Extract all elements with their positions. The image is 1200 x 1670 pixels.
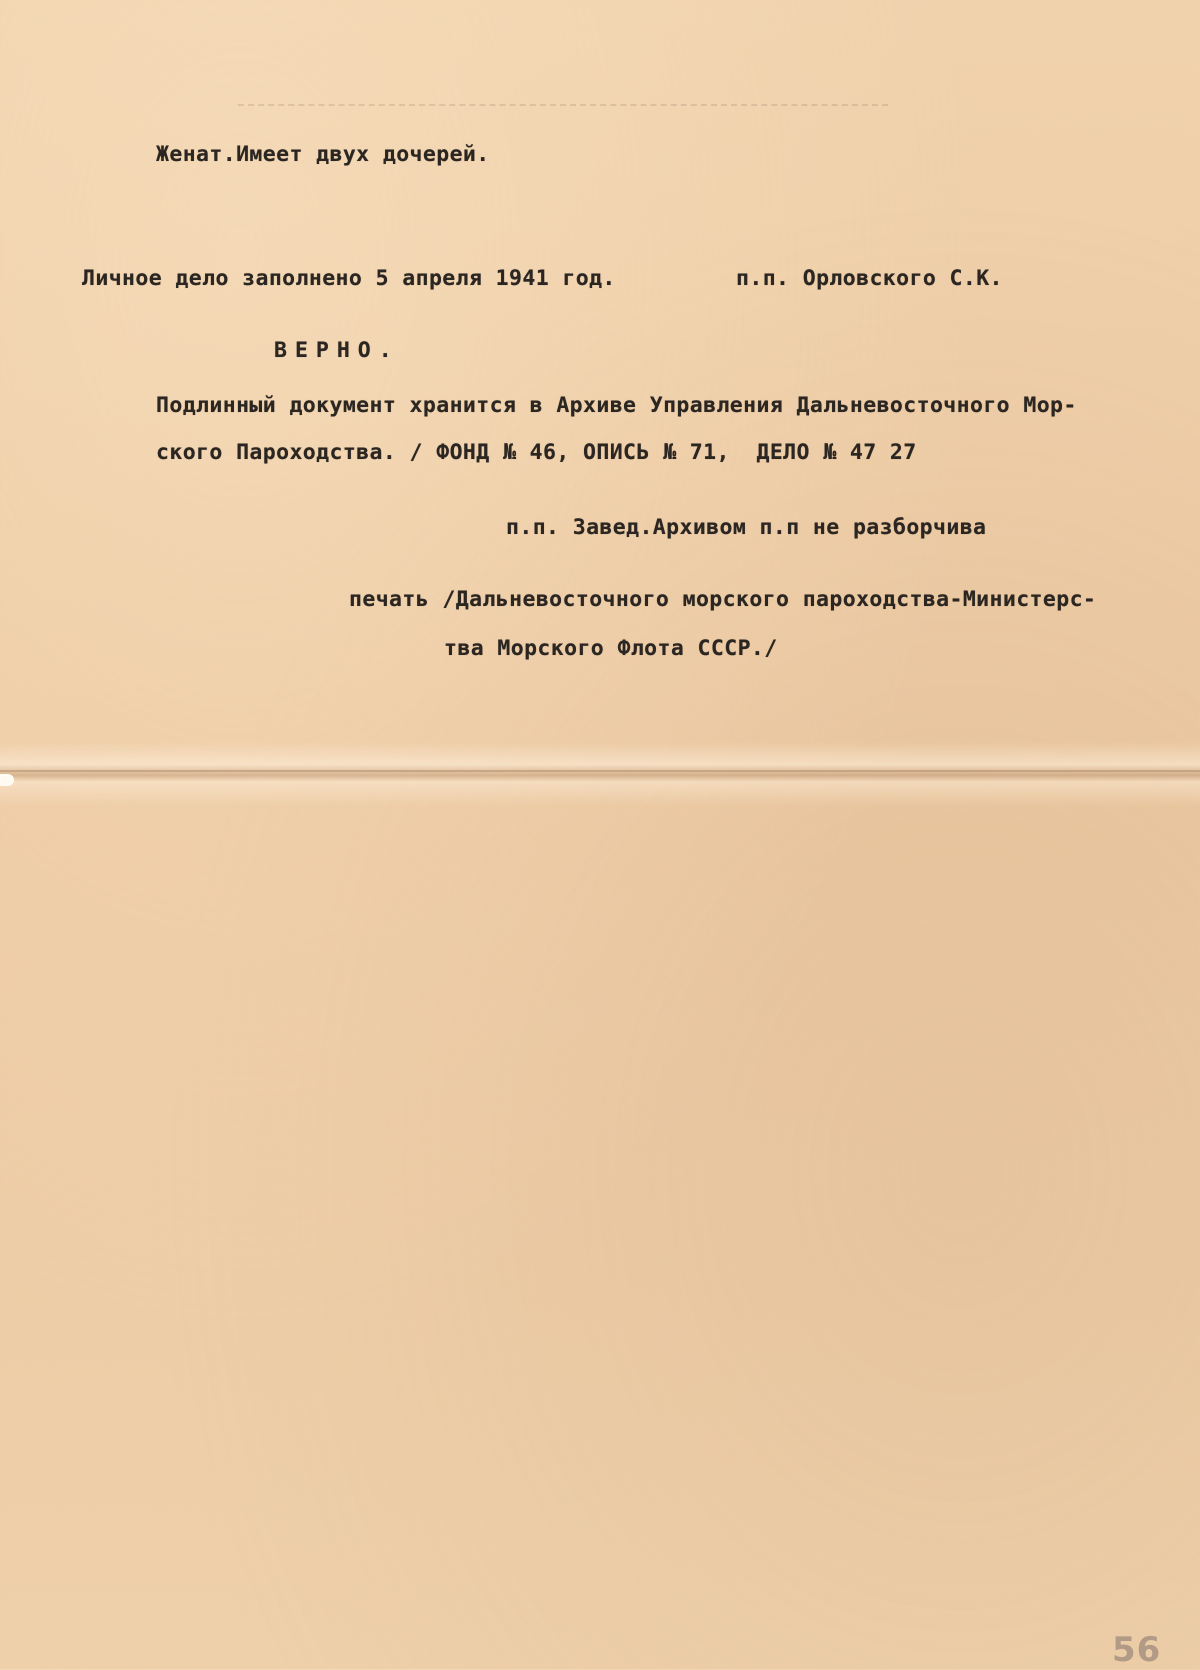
certified-true-line: ВЕРНО. xyxy=(274,338,400,363)
family-status-line: Женат.Имеет двух дочерей. xyxy=(156,142,490,167)
stamp-description-line-2: тва Морского Флота СССР./ xyxy=(444,636,778,661)
stamp-description-line-1: печать /Дальневосточного морского пароходства-Министерс- xyxy=(349,587,1097,612)
signature-line: п.п. Орловского С.К. xyxy=(736,266,1003,291)
paper-fold-crease xyxy=(0,770,1200,772)
page-number: 56 xyxy=(1112,1630,1162,1670)
archive-reference-line-1: Подлинный документ хранится в Архиве Управления Дальневосточного Мор- xyxy=(156,393,1077,418)
paper-fold xyxy=(0,742,1200,806)
bleed-through-underline xyxy=(238,104,888,106)
archive-head-signature-line: п.п. Завед.Архивом п.п не разборчива xyxy=(506,515,987,540)
archive-reference-line-2: ского Пароходства. / ФОНД № 46, ОПИСЬ № 71, ДЕЛО № 47 27 xyxy=(156,440,917,465)
personal-file-date-line: Личное дело заполнено 5 апреля 1941 год. xyxy=(82,266,616,291)
paper-edge-tear xyxy=(0,774,14,786)
